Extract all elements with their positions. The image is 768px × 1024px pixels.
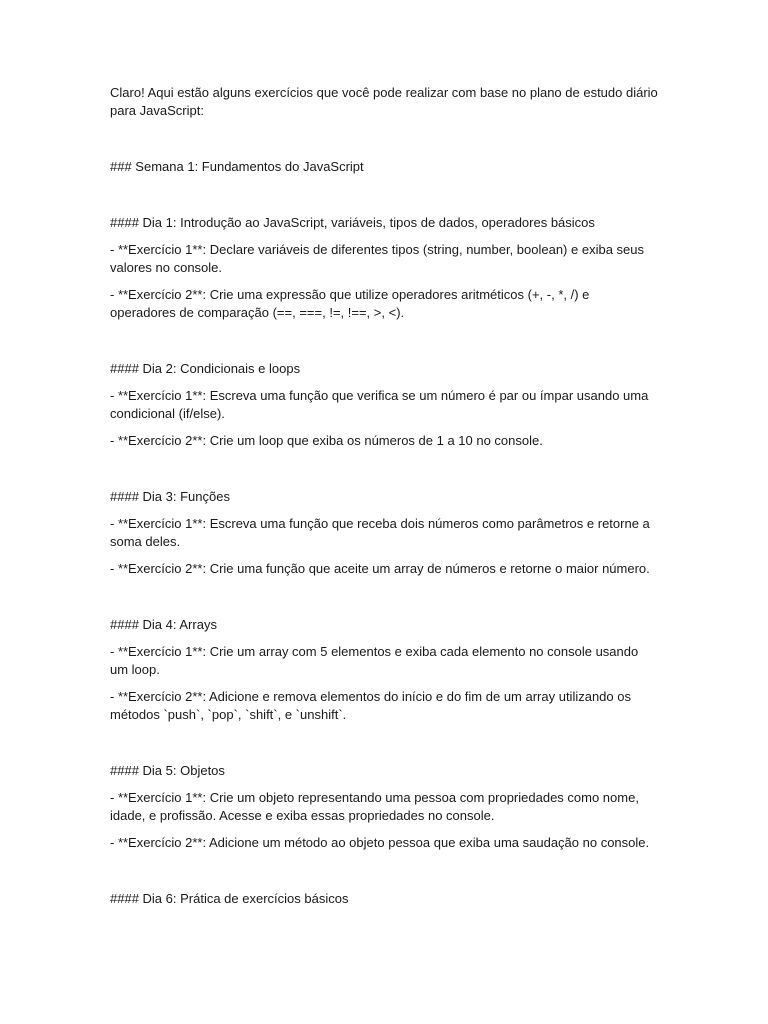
document-content	[110, 84, 658, 908]
exercise-item: - **Exercício 1**: Declare variáveis de diferentes tipos (string, number, boolean) e exiba seus valores no console.	[110, 242, 644, 275]
week-heading: ### Semana 1: Fundamentos do JavaScript	[110, 159, 364, 174]
exercise-item: - **Exercício 2**: Adicione um método ao objeto pessoa que exiba uma saudação no console.	[110, 835, 650, 850]
day-heading: #### Dia 4: Arrays	[110, 617, 217, 632]
exercise-item: - **Exercício 2**: Crie uma expressão que utilize operadores aritméticos (+, -, *, /) e operadores de comparação (==, ===, !=, !==, >, <).	[110, 287, 590, 320]
exercise-item: - **Exercício 2**: Crie uma função que aceite um array de números e retorne o maior número.	[110, 561, 650, 576]
day-heading: #### Dia 5: Objetos	[110, 763, 225, 778]
exercise-item: - **Exercício 2**: Crie um loop que exiba os números de 1 a 10 no console.	[110, 433, 543, 448]
day-section-2	[110, 360, 658, 450]
day-section-3	[110, 488, 658, 578]
day-heading: #### Dia 6: Prática de exercícios básicos	[110, 891, 349, 906]
intro-paragraph: Claro! Aqui estão alguns exercícios que você pode realizar com base no plano de estudo diário para JavaScript:	[110, 85, 658, 118]
exercise-item: - **Exercício 2**: Adicione e remova elementos do início e do fim de um array utilizando os métodos `push`, `pop`, `shift`, e `unshift`.	[110, 689, 631, 722]
exercise-item: - **Exercício 1**: Escreva uma função que verifica se um número é par ou ímpar usando uma condicional (if/else).	[110, 388, 649, 421]
day-heading: #### Dia 2: Condicionais e loops	[110, 361, 301, 376]
day-section-6	[110, 890, 658, 908]
exercise-item: - **Exercício 1**: Crie um objeto representando uma pessoa com propriedades como nome, idade, e profissão. Acesse e exiba essas propriedades no console.	[110, 790, 639, 823]
day-section-4	[110, 616, 658, 724]
day-heading: #### Dia 3: Funções	[110, 489, 230, 504]
day-section-1	[110, 214, 658, 322]
exercise-item: - **Exercício 1**: Crie um array com 5 elementos e exiba cada elemento no console usando um loop.	[110, 644, 639, 677]
day-section-5	[110, 762, 658, 852]
day-heading: #### Dia 1: Introdução ao JavaScript, variáveis, tipos de dados, operadores básicos	[110, 215, 595, 230]
exercise-item: - **Exercício 1**: Escreva uma função que receba dois números como parâmetros e retorne a soma deles.	[110, 516, 650, 549]
